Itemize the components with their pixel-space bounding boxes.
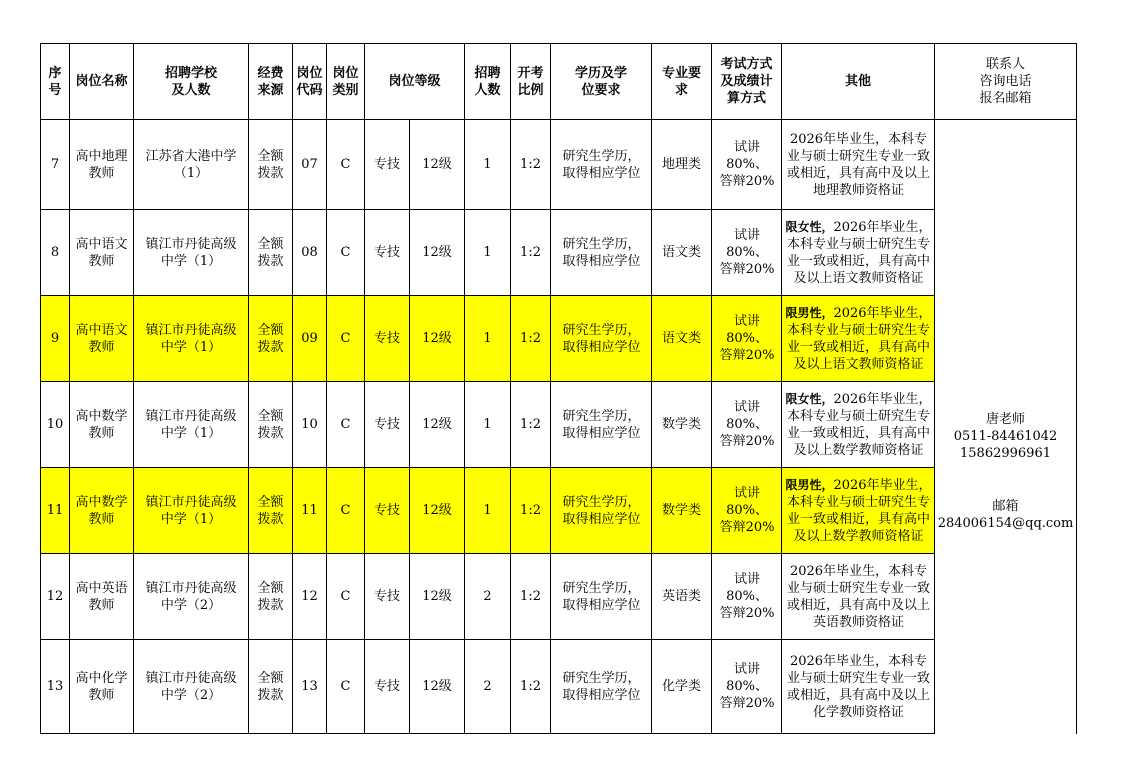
table-row — [41, 640, 1077, 734]
cell-count: 1 — [465, 296, 511, 382]
gender-restriction: 限男性， — [785, 477, 834, 492]
cell-education: 研究生学历， 取得相应学位 — [551, 120, 652, 210]
cell-position-name: 高中语文 教师 — [70, 296, 134, 382]
cell-exam: 试讲80%、 答辩20% — [712, 120, 782, 210]
cell-count: 1 — [465, 120, 511, 210]
table-row — [41, 210, 1077, 296]
cell-ratio: 1:2 — [511, 382, 551, 468]
contact-email-label: 邮箱 — [992, 499, 1019, 514]
cell-other — [782, 468, 935, 554]
cell-ratio: 1:2 — [511, 120, 551, 210]
cell-seq: 9 — [41, 296, 70, 382]
header-category: 岗位 类别 — [327, 44, 365, 120]
cell-count: 1 — [465, 210, 511, 296]
cell-seq: 13 — [41, 640, 70, 734]
cell-funding: 全额 拨款 — [249, 554, 293, 640]
cell-ratio: 1:2 — [511, 554, 551, 640]
cell-ratio: 1:2 — [511, 640, 551, 734]
header-contact: 联系人 咨询电话 报名邮箱 — [935, 44, 1077, 120]
cell-seq: 10 — [41, 382, 70, 468]
cell-exam: 试讲80%、 答辩20% — [712, 640, 782, 734]
cell-school: 镇江市丹徒高级 中学（2） — [134, 554, 249, 640]
other-text: 2026年毕业生，本科专业与硕士研究生专业一致或相近，具有高中及以上数学教师资格证 — [787, 391, 932, 458]
cell-major: 数学类 — [652, 468, 712, 554]
cell-category: C — [327, 296, 365, 382]
other-text: 2026年毕业生，本科专业与硕士研究生专业一致或相近，具有高中及以上语文教师资格证 — [787, 305, 932, 372]
cell-seq: 12 — [41, 554, 70, 640]
cell-seq: 8 — [41, 210, 70, 296]
contact-person: 唐老师 — [986, 412, 1026, 427]
cell-education: 研究生学历， 取得相应学位 — [551, 468, 652, 554]
cell-education: 研究生学历， 取得相应学位 — [551, 382, 652, 468]
cell-exam: 试讲80%、 答辩20% — [712, 296, 782, 382]
cell-major: 地理类 — [652, 120, 712, 210]
contact-phone-landline: 0511-84461042 — [953, 429, 1058, 444]
table-row — [41, 296, 1077, 382]
cell-education: 研究生学历， 取得相应学位 — [551, 296, 652, 382]
cell-grade-type: 专技 — [365, 468, 410, 554]
contact-email: 284006154@qq.com — [937, 516, 1074, 531]
other-text: 2026年毕业生，本科专业与硕士研究生专业一致或相近，具有高中及以上化学教师资格证 — [787, 653, 931, 720]
header-count: 招聘 人数 — [465, 44, 511, 120]
cell-grade-type: 专技 — [365, 554, 410, 640]
cell-education: 研究生学历， 取得相应学位 — [551, 640, 652, 734]
header-major: 专业要 求 — [652, 44, 712, 120]
cell-position-name: 高中数学 教师 — [70, 382, 134, 468]
other-text: 2026年毕业生，本科专业与硕士研究生专业一致或相近，具有高中及以上语文教师资格证 — [787, 219, 932, 286]
cell-ratio: 1:2 — [511, 296, 551, 382]
cell-count: 1 — [465, 382, 511, 468]
cell-other — [782, 554, 935, 640]
cell-education: 研究生学历， 取得相应学位 — [551, 210, 652, 296]
header-other: 其他 — [782, 44, 935, 120]
header-row — [41, 44, 1077, 120]
cell-funding: 全额 拨款 — [249, 120, 293, 210]
cell-exam: 试讲80%、 答辩20% — [712, 210, 782, 296]
cell-grade-level: 12级 — [410, 382, 465, 468]
cell-contact — [935, 210, 1077, 734]
cell-grade-level: 12级 — [410, 120, 465, 210]
cell-grade-type: 专技 — [365, 296, 410, 382]
cell-count: 1 — [465, 468, 511, 554]
recruitment-table — [40, 43, 1077, 734]
cell-major: 语文类 — [652, 210, 712, 296]
table-row — [41, 468, 1077, 554]
cell-code: 09 — [293, 296, 327, 382]
other-text: 2026年毕业生，本科专业与硕士研究生专业一致或相近，具有高中及以上英语教师资格证 — [787, 563, 931, 630]
cell-grade-type: 专技 — [365, 640, 410, 734]
cell-other — [782, 120, 935, 210]
cell-position-name: 高中地理 教师 — [70, 120, 134, 210]
cell-school: 镇江市丹徒高级 中学（1） — [134, 468, 249, 554]
cell-code: 13 — [293, 640, 327, 734]
cell-other — [782, 296, 935, 382]
cell-category: C — [327, 210, 365, 296]
cell-grade-level: 12级 — [410, 296, 465, 382]
table-row — [41, 120, 1077, 210]
cell-major: 数学类 — [652, 382, 712, 468]
table-row — [41, 554, 1077, 640]
cell-count: 2 — [465, 640, 511, 734]
cell-education: 研究生学历， 取得相应学位 — [551, 554, 652, 640]
cell-school: 镇江市丹徒高级 中学（1） — [134, 296, 249, 382]
cell-grade-level: 12级 — [410, 554, 465, 640]
cell-category: C — [327, 120, 365, 210]
cell-funding: 全额 拨款 — [249, 468, 293, 554]
cell-major: 语文类 — [652, 296, 712, 382]
cell-category: C — [327, 640, 365, 734]
header-school: 招聘学校 及人数 — [134, 44, 249, 120]
cell-school: 镇江市丹徒高级 中学（1） — [134, 382, 249, 468]
cell-category: C — [327, 468, 365, 554]
contact-phone-mobile: 15862996961 — [960, 446, 1051, 461]
cell-exam: 试讲80%、 答辩20% — [712, 468, 782, 554]
cell-code: 11 — [293, 468, 327, 554]
gender-restriction: 限女性， — [785, 391, 834, 406]
cell-other — [782, 640, 935, 734]
cell-school: 镇江市丹徒高级 中学（2） — [134, 640, 249, 734]
cell-funding: 全额 拨款 — [249, 640, 293, 734]
cell-exam: 试讲80%、 答辩20% — [712, 382, 782, 468]
cell-position-name: 高中化学 教师 — [70, 640, 134, 734]
cell-grade-level: 12级 — [410, 640, 465, 734]
header-position-name: 岗位名称 — [70, 44, 134, 120]
cell-grade-type: 专技 — [365, 120, 410, 210]
cell-funding: 全额 拨款 — [249, 382, 293, 468]
cell-position-name: 高中数学 教师 — [70, 468, 134, 554]
cell-ratio: 1:2 — [511, 210, 551, 296]
cell-grade-type: 专技 — [365, 382, 410, 468]
cell-school: 镇江市丹徒高级 中学（1） — [134, 210, 249, 296]
header-funding: 经费 来源 — [249, 44, 293, 120]
header-education: 学历及学 位要求 — [551, 44, 652, 120]
cell-contact-empty — [935, 120, 1077, 210]
cell-grade-level: 12级 — [410, 210, 465, 296]
gender-restriction: 限男性， — [785, 305, 834, 320]
cell-code: 07 — [293, 120, 327, 210]
cell-seq: 11 — [41, 468, 70, 554]
header-seq: 序 号 — [41, 44, 70, 120]
cell-grade-type: 专技 — [365, 210, 410, 296]
cell-code: 10 — [293, 382, 327, 468]
other-text: 2026年毕业生，本科专业与硕士研究生专业一致或相近，具有高中及以上地理教师资格证 — [787, 131, 931, 198]
header-grade: 岗位等级 — [365, 44, 465, 120]
cell-seq: 7 — [41, 120, 70, 210]
gender-restriction: 限女性， — [785, 219, 834, 234]
cell-count: 2 — [465, 554, 511, 640]
cell-major: 英语类 — [652, 554, 712, 640]
cell-major: 化学类 — [652, 640, 712, 734]
cell-code: 12 — [293, 554, 327, 640]
cell-other — [782, 210, 935, 296]
cell-funding: 全额 拨款 — [249, 296, 293, 382]
table-row — [41, 382, 1077, 468]
header-ratio: 开考 比例 — [511, 44, 551, 120]
other-text: 2026年毕业生，本科专业与硕士研究生专业一致或相近，具有高中及以上数学教师资格证 — [787, 477, 932, 544]
header-code: 岗位 代码 — [293, 44, 327, 120]
cell-ratio: 1:2 — [511, 468, 551, 554]
cell-position-name: 高中语文 教师 — [70, 210, 134, 296]
cell-category: C — [327, 554, 365, 640]
header-exam: 考试方式 及成绩计 算方式 — [712, 44, 782, 120]
cell-exam: 试讲80%、 答辩20% — [712, 554, 782, 640]
cell-school: 江苏省大港中学 （1） — [134, 120, 249, 210]
cell-funding: 全额 拨款 — [249, 210, 293, 296]
cell-other — [782, 382, 935, 468]
cell-code: 08 — [293, 210, 327, 296]
cell-category: C — [327, 382, 365, 468]
cell-grade-level: 12级 — [410, 468, 465, 554]
cell-position-name: 高中英语 教师 — [70, 554, 134, 640]
